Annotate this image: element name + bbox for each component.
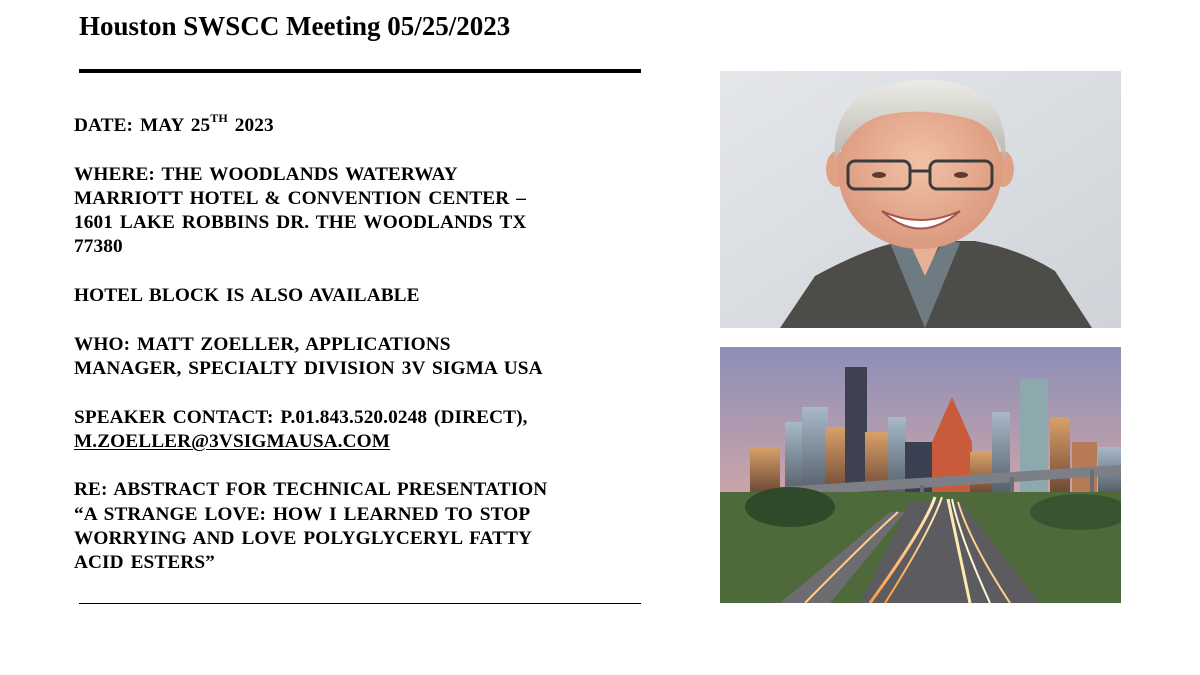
where-section [74,163,644,260]
title-divider [79,69,641,73]
who-line-1: WHO: MATT ZOELLER, APPLICATIONS [74,333,451,355]
abstract-line-4: ACID ESTERS” [74,552,215,574]
who-section [74,333,644,382]
date-section [74,110,644,138]
bottom-divider [79,603,641,604]
date-line [74,110,644,138]
hotel-block-text: HOTEL BLOCK IS ALSO AVAILABLE [74,285,420,307]
abstract-line-3: WORRYING AND LOVE POLYGLYCERYL FATTY [74,528,533,550]
date-year: 2023 [227,115,274,136]
where-line-1: WHERE: THE WOODLANDS WATERWAY [74,163,458,185]
slide-title: Houston SWSCC Meeting 05/25/2023 [79,11,511,41]
houston-skyline-photo [720,347,1121,603]
contact-phone-line: SPEAKER CONTACT: P.01.843.520.0248 (DIRECT), [74,406,528,428]
abstract-section [74,478,644,575]
speaker-email-link[interactable]: M.ZOELLER@3VSIGMAUSA.COM [74,430,391,452]
date-label: DATE: MAY 25 [74,115,211,136]
date-ordinal-suffix: TH [210,110,228,125]
speaker-photo [720,71,1121,328]
abstract-line-2: “A STRANGE LOVE: HOW I LEARNED TO STOP [74,503,531,525]
where-line-2: MARRIOTT HOTEL & CONVENTION CENTER – [74,187,526,209]
abstract-line-1: RE: ABSTRACT FOR TECHNICAL PRESENTATION [74,479,548,501]
contact-section [74,406,644,455]
who-line-2: MANAGER, SPECIALTY DIVISION 3V SIGMA USA [74,357,543,379]
hotel-section [74,284,644,308]
where-line-3: 1601 LAKE ROBBINS DR. THE WOODLANDS TX [74,212,527,234]
where-line-4: 77380 [74,236,123,258]
meeting-details [74,110,644,600]
